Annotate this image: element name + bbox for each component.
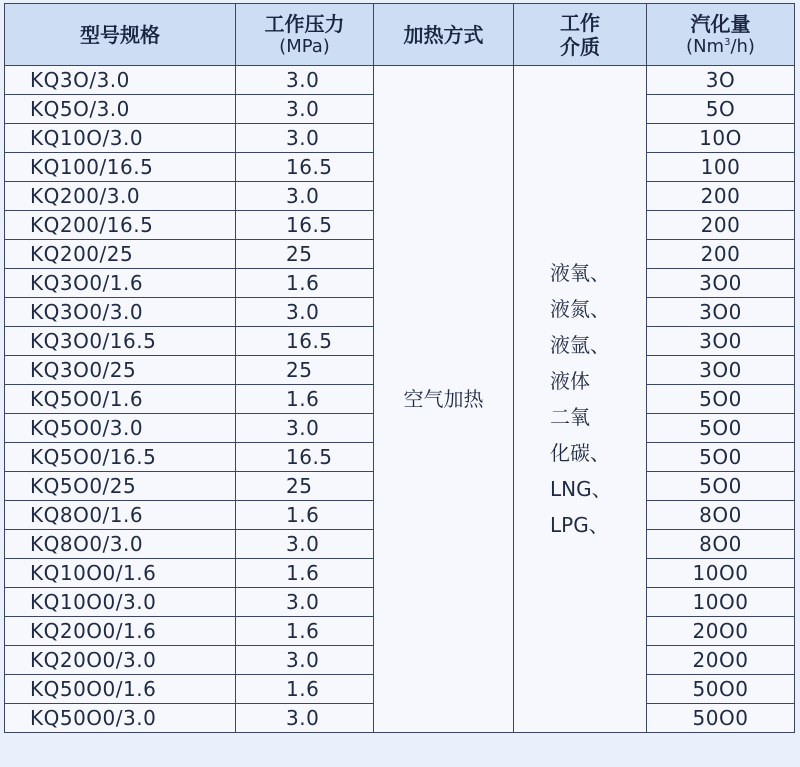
cell-model: KQ5O0/3.0	[5, 414, 236, 443]
header-model	[5, 4, 236, 66]
table-header	[5, 4, 795, 66]
cell-pressure: 3.0	[236, 530, 374, 559]
cell-heating-method: 空气加热	[374, 66, 514, 733]
cell-pressure: 1.6	[236, 559, 374, 588]
medium-line: LNG、	[550, 477, 612, 501]
cell-flow: 20O0	[647, 617, 795, 646]
cell-flow: 3O	[647, 66, 795, 95]
cell-model: KQ8O0/1.6	[5, 501, 236, 530]
cell-flow: 50O0	[647, 704, 795, 733]
cell-pressure: 25	[236, 356, 374, 385]
cell-model: KQ3O0/25	[5, 356, 236, 385]
header-medium-line2: 介质	[560, 34, 600, 59]
medium-line: LPG、	[550, 513, 609, 537]
header-heating	[374, 4, 514, 66]
cell-model: KQ5O0/16.5	[5, 443, 236, 472]
cell-working-medium	[514, 66, 647, 733]
cell-flow: 200	[647, 211, 795, 240]
cell-flow: 3O0	[647, 327, 795, 356]
cell-pressure: 16.5	[236, 211, 374, 240]
cell-flow: 3O0	[647, 269, 795, 298]
medium-line: 化碳、	[550, 441, 610, 465]
header-medium	[514, 4, 647, 66]
header-pressure	[236, 4, 374, 66]
cell-model: KQ10O0/1.6	[5, 559, 236, 588]
cell-flow: 20O0	[647, 646, 795, 675]
medium-line: 液氧、	[550, 261, 610, 285]
cell-model: KQ20O0/1.6	[5, 617, 236, 646]
header-heating-label: 加热方式	[403, 22, 484, 47]
header-row	[5, 4, 795, 66]
cell-pressure: 25	[236, 240, 374, 269]
cell-pressure: 1.6	[236, 501, 374, 530]
cell-pressure: 25	[236, 472, 374, 501]
cell-model: KQ3O/3.0	[5, 66, 236, 95]
cell-pressure: 1.6	[236, 617, 374, 646]
cell-flow: 8O0	[647, 530, 795, 559]
cell-flow: 200	[647, 182, 795, 211]
cell-pressure: 16.5	[236, 327, 374, 356]
cell-pressure: 3.0	[236, 124, 374, 153]
header-pressure-label: 工作压力	[264, 12, 345, 36]
header-medium-line1: 工作	[560, 10, 600, 35]
cell-model: KQ200/25	[5, 240, 236, 269]
cell-model: KQ5O/3.0	[5, 95, 236, 124]
cell-model: KQ10O/3.0	[5, 124, 236, 153]
header-flow-unit-post: /h)	[730, 36, 755, 57]
cell-flow: 5O0	[647, 443, 795, 472]
table-body	[5, 66, 795, 733]
cell-flow: 200	[647, 240, 795, 269]
cell-model: KQ3O0/1.6	[5, 269, 236, 298]
spec-sheet	[4, 3, 794, 763]
cell-flow: 5O	[647, 95, 795, 124]
cell-pressure: 3.0	[236, 704, 374, 733]
cell-pressure: 16.5	[236, 443, 374, 472]
header-flow	[647, 4, 795, 66]
cell-pressure: 1.6	[236, 385, 374, 414]
header-flow-label: 汽化量	[690, 12, 751, 36]
cell-model: KQ3O0/3.0	[5, 298, 236, 327]
cell-model: KQ50O0/1.6	[5, 675, 236, 704]
cell-pressure: 3.0	[236, 588, 374, 617]
table-row	[5, 66, 795, 95]
cell-model: KQ8O0/3.0	[5, 530, 236, 559]
cell-flow: 100	[647, 153, 795, 182]
cell-flow: 50O0	[647, 675, 795, 704]
product-spec-table	[4, 3, 795, 733]
cell-flow: 8O0	[647, 501, 795, 530]
cell-flow: 5O0	[647, 414, 795, 443]
header-pressure-unit: (MPa)	[279, 36, 330, 57]
cell-flow: 10O0	[647, 588, 795, 617]
cell-flow: 5O0	[647, 385, 795, 414]
header-flow-unit-sup: 3	[724, 37, 731, 48]
cell-pressure: 1.6	[236, 675, 374, 704]
cell-pressure: 16.5	[236, 153, 374, 182]
cell-flow: 3O0	[647, 298, 795, 327]
cell-pressure: 3.0	[236, 298, 374, 327]
medium-line: 液氩、	[550, 333, 610, 357]
cell-pressure: 3.0	[236, 646, 374, 675]
medium-line: 二氧	[550, 405, 590, 429]
cell-model: KQ50O0/3.0	[5, 704, 236, 733]
header-model-label: 型号规格	[80, 22, 160, 47]
cell-model: KQ20O0/3.0	[5, 646, 236, 675]
cell-flow: 10O	[647, 124, 795, 153]
header-flow-unit-pre: (Nm	[686, 36, 725, 57]
cell-pressure: 3.0	[236, 414, 374, 443]
cell-flow: 10O0	[647, 559, 795, 588]
cell-model: KQ5O0/1.6	[5, 385, 236, 414]
cell-model: KQ200/3.0	[5, 182, 236, 211]
cell-pressure: 1.6	[236, 269, 374, 298]
cell-model: KQ5O0/25	[5, 472, 236, 501]
cell-model: KQ200/16.5	[5, 211, 236, 240]
cell-pressure: 3.0	[236, 182, 374, 211]
cell-model: KQ10O0/3.0	[5, 588, 236, 617]
medium-line: 液体	[550, 369, 590, 393]
header-flow-unit	[647, 36, 794, 57]
cell-flow: 3O0	[647, 356, 795, 385]
medium-line: 液氮、	[550, 297, 610, 321]
cell-model: KQ100/16.5	[5, 153, 236, 182]
cell-flow: 5O0	[647, 472, 795, 501]
cell-pressure: 3.0	[236, 66, 374, 95]
cell-pressure: 3.0	[236, 95, 374, 124]
cell-model: KQ3O0/16.5	[5, 327, 236, 356]
